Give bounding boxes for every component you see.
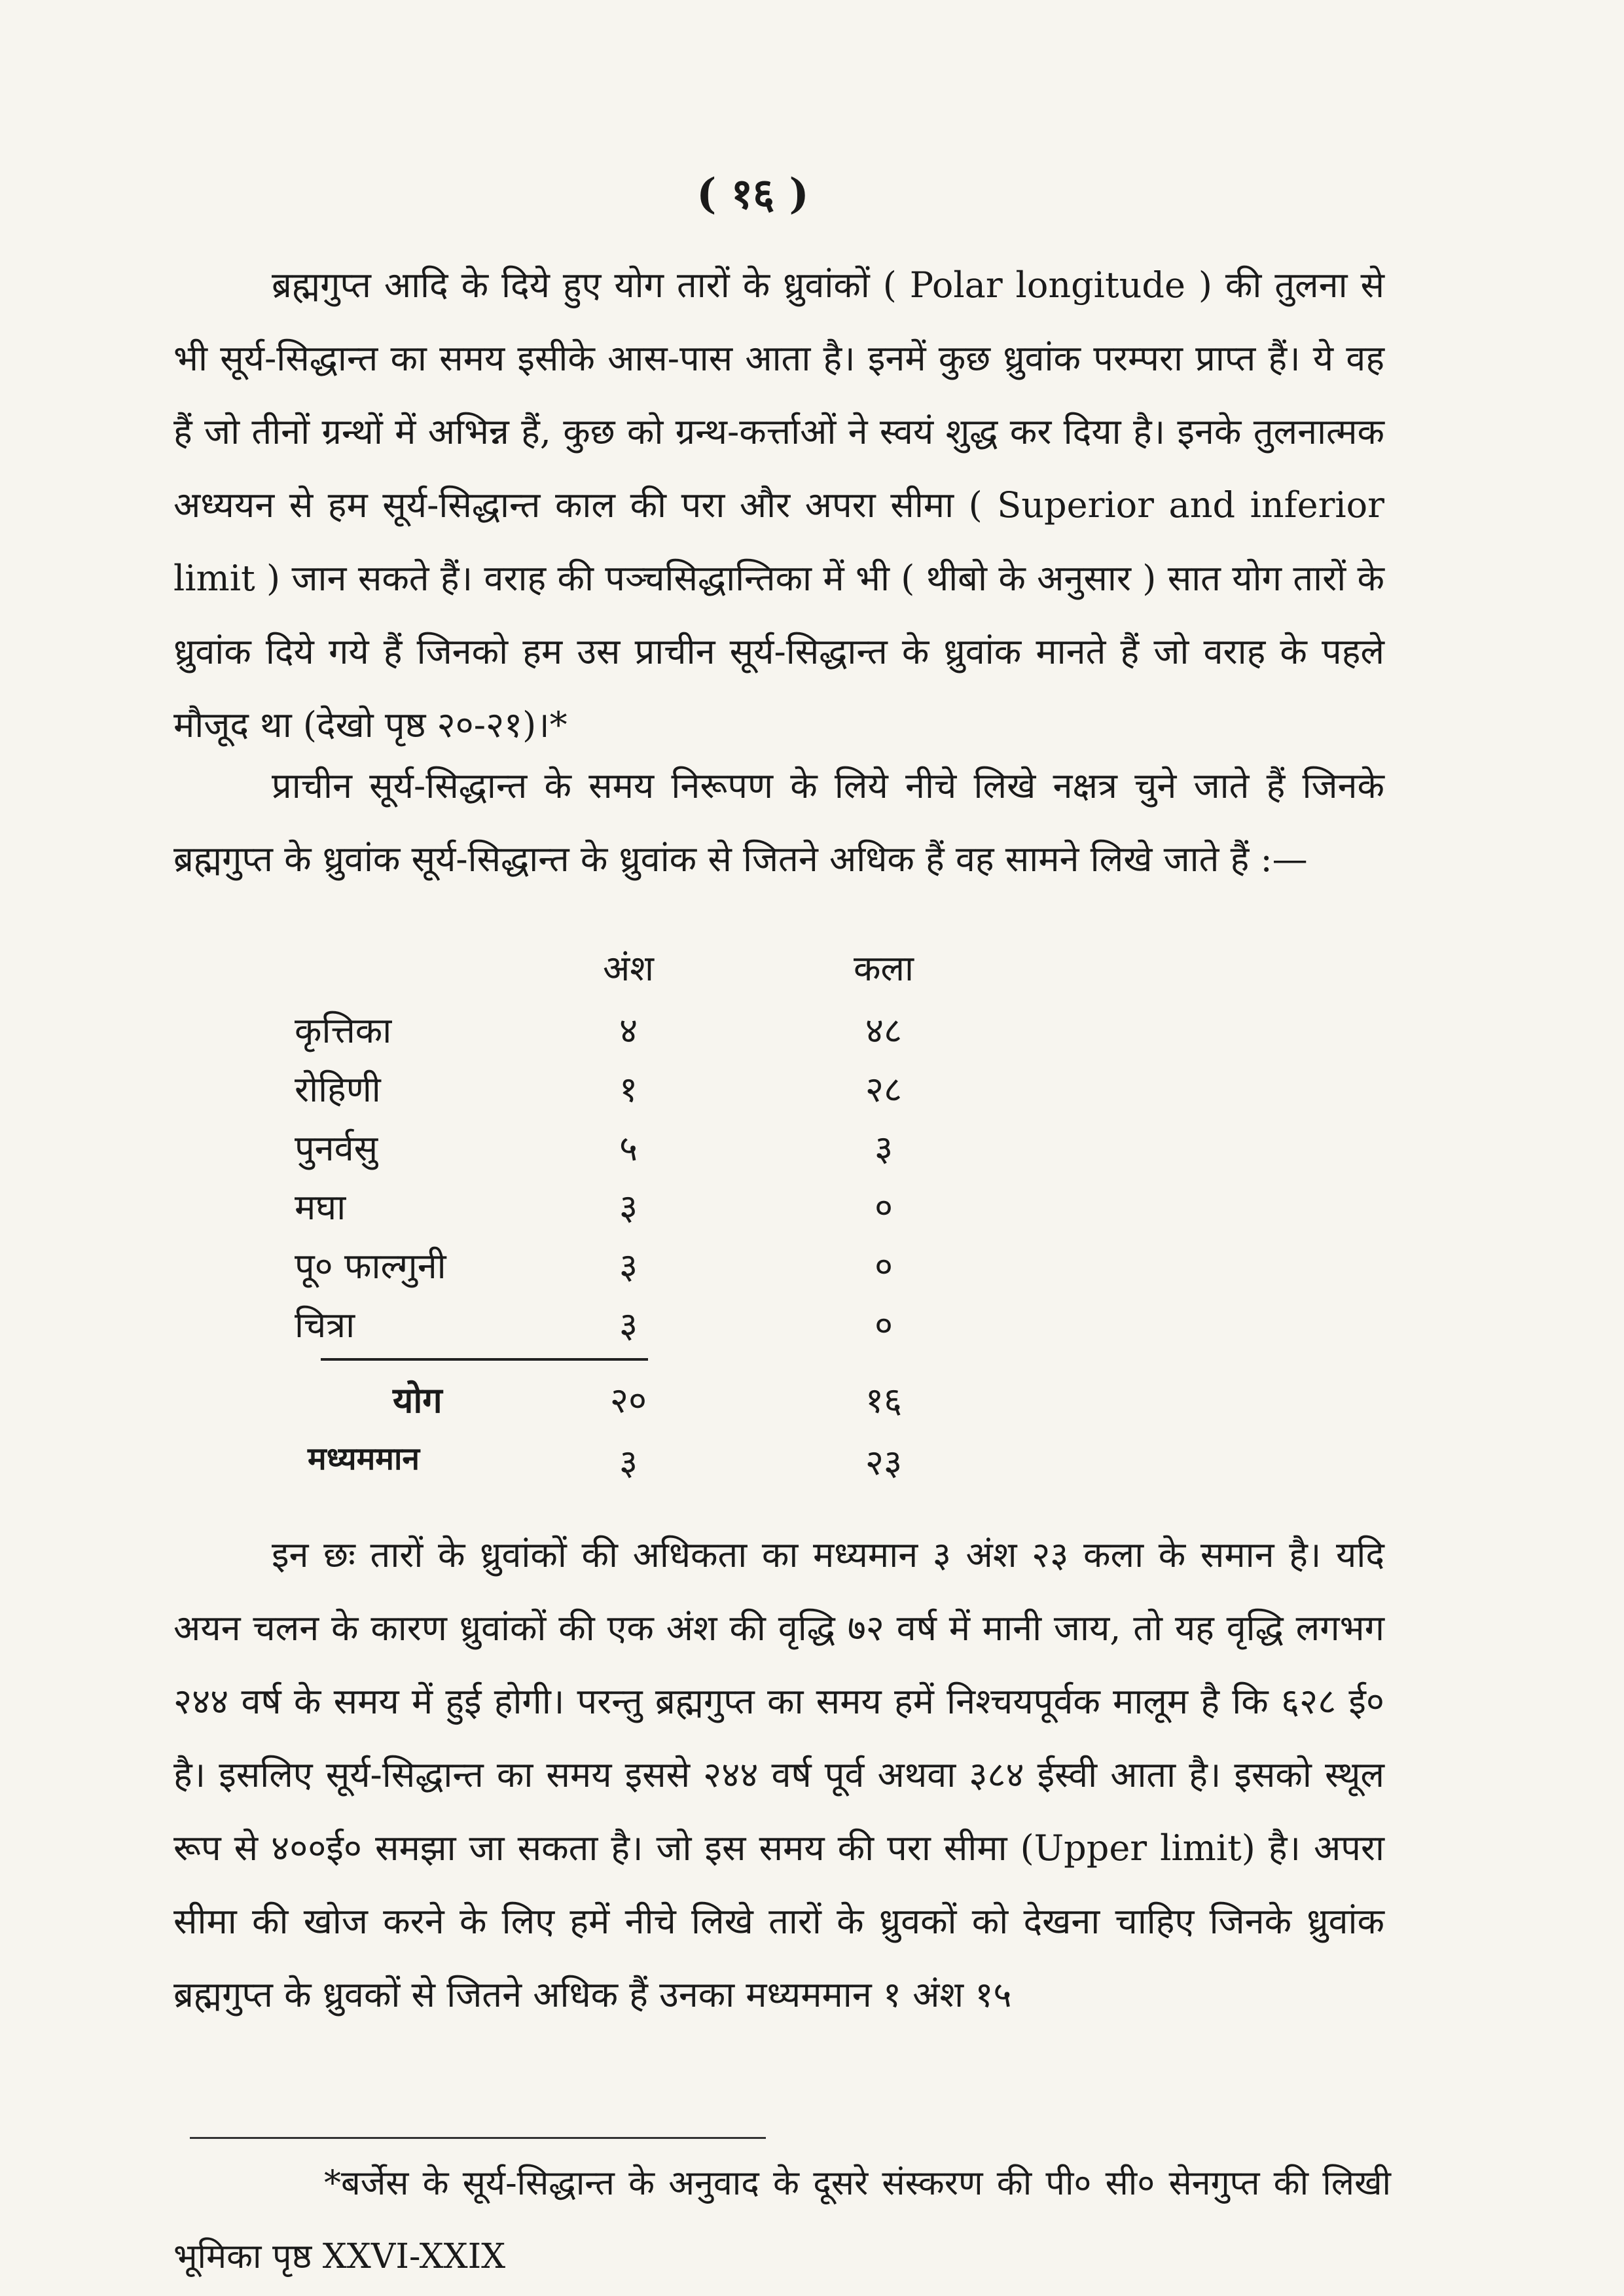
row-name: मघा [295,1187,346,1228]
mean-kala: २३ [865,1442,903,1483]
mean-ansh: ३ [619,1442,638,1483]
total-ansh: २० [609,1380,647,1421]
row-ansh: १ [619,1069,638,1110]
row-name: कृत्तिका [295,1010,392,1051]
paragraph-upper-limit [173,1518,1384,2032]
row-ansh: ३ [619,1246,638,1287]
table-total-row [281,1374,1001,1433]
table-row [281,1240,1001,1299]
row-kala: ० [874,1246,893,1287]
row-kala: ३ [874,1128,893,1169]
sum-divider-line [321,1358,648,1361]
row-ansh: ३ [619,1304,638,1346]
mean-label: मध्यममान [308,1441,420,1477]
paragraph-3-text: इन छः तारों के ध्रुवांकों की अधिकता का मध्यमान ३ अंश २३ कला के समान है। यदि अयन चलन के कारण ध्रुवांकों की एक अंश की वृद्धि ७२ वर्ष में मानी जाय, तो यह वृद्धि लगभग २४४ वर्ष के समय में हुई होगी। परन्तु ब्रह्मगुप्त का समय हमें निश्चयपूर्वक मालूम है कि ६२८ ई० है। इसलिए सूर्य-सिद्धान्त का समय इससे २४४ वर्ष पूर्व अथवा ३८४ ईस्वी आता है। इसको स्थूल रूप से ४००ई० समझा जा सकता है। जो इस समय की परा सीमा (Upper limit) है। अपरा सीमा की खोज करने के लिए हमें नीचे लिखे तारों के ध्रुवकों को देखना चाहिए जिनके ध्रुवांक ब्रह्मगुप्त के ध्रुवकों से जितने अधिक हैं उनका मध्यममान १ अंश १५ [173,1534,1384,2015]
row-name: चित्रा [295,1304,355,1346]
table-mean-row [281,1437,1001,1496]
table-row [281,1181,1001,1240]
total-kala: १६ [865,1380,903,1421]
row-kala: २८ [865,1069,903,1110]
header-kala: कला [853,948,914,989]
table-row [281,1064,1001,1122]
table-row [281,1122,1001,1181]
page-number: ( १६ ) [696,170,809,219]
paragraph-selection-intro [173,749,1384,896]
row-kala: ४८ [865,1010,903,1051]
footnote [173,2147,1391,2293]
footnote-text: *बर्जेस के सूर्य-सिद्धान्त के अनुवाद के दूसरे संस्करण की पी० सी० सेनगुप्त की लिखी भूमिका पृष्ठ XXVI-XXIX [173,2164,1391,2276]
row-ansh: ३ [619,1187,638,1228]
row-ansh: ४ [619,1010,638,1051]
paragraph-2-text: प्राचीन सूर्य-सिद्धान्त के समय निरूपण के लिये नीचे लिखे नक्षत्र चुने जाते हैं जिनके ब्रह्मगुप्त के ध्रुवांक सूर्य-सिद्धान्त के ध्रुवांक से जितने अधिक हैं वह सामने लिखे जाते हैं :— [173,765,1384,880]
row-ansh: ५ [619,1128,638,1169]
total-label: योग [393,1379,442,1421]
row-name: रोहिणी [295,1069,381,1110]
table-row [281,1299,1001,1358]
header-ansh: अंश [603,948,654,989]
table-header-row [281,942,1001,1001]
row-kala: ० [874,1187,893,1228]
footnote-divider [190,2137,766,2139]
paragraph-polar-longitude [173,249,1384,762]
row-kala: ० [874,1304,893,1346]
row-name: पुनर्वसु [295,1128,378,1169]
paragraph-1-text: ब्रह्मगुप्त आदि के दिये हुए योग तारों के ध्रुवांकों ( Polar longitude ) की तुलना से भी सूर्य-सिद्धान्त का समय इसीके आस-पास आता है। इनमें कुछ ध्रुवांक परम्परा प्राप्त हैं। ये वह हैं जो तीनों ग्रन्थों में अभिन्न हैं, कुछ को ग्रन्थ-कर्त्ताओं ने स्वयं शुद्ध कर दिया है। इनके तुलनात्मक अध्ययन से हम सूर्य-सिद्धान्त काल की परा और अपरा सीमा ( Superior and inferior limit ) जान सकते हैं। वराह की पञ्चसिद्धान्तिका में भी ( थीबो के अनुसार ) सात योग तारों के ध्रुवांक दिये गये हैं जिनको हम उस प्राचीन सूर्य-सिद्धान्त के ध्रुवांक मानते हैं जो वराह के पहले मौजूद था (देखो पृष्ठ २०-२१)।* [173,264,1384,745]
table-row [281,1005,1001,1064]
row-name: पू० फाल्गुनी [295,1246,446,1287]
